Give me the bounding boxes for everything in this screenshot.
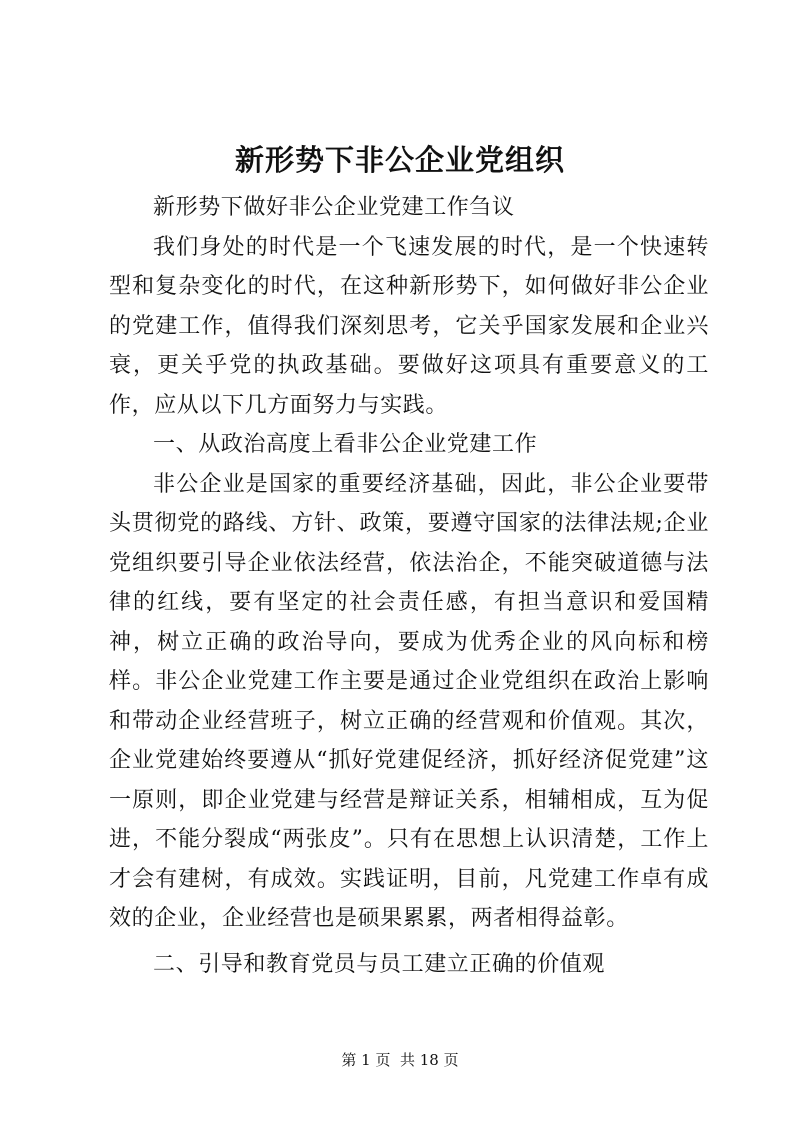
section-heading-2: 二、引导和教育党员与员工建立正确的价值观	[153, 951, 606, 977]
section-heading-1: 一、从政治高度上看非公企业党建工作	[153, 432, 538, 457]
subtitle-paragraph: 新形势下做好非公企业党建工作刍议	[153, 195, 515, 220]
document-body	[109, 188, 709, 984]
intro-paragraph: 我们身处的时代是一个飞速发展的时代，是一个快速转型和复杂变化的时代，在这种新形势下，如何做好非公企业的党建工作，值得我们深刻思考，它关乎国家发展和企业兴衰，更关乎党的执政基础。要做好这项具有重要意义的工作，应从以下几方面努力与实践。	[109, 234, 709, 418]
page-number: 第 1 页 共 18 页	[341, 1051, 459, 1069]
document-title: 新形势下非公企业党组织	[234, 143, 565, 177]
section-1-paragraph: 非公企业是国家的重要经济基础，因此，非公企业要带头贯彻党的路线、方针、政策，要遵守国家的法律法规;企业党组织要引导企业依法经营，依法治企，不能突破道德与法律的红线，要有坚定的社会责任感，有担当意识和爱国精神，树立正确的政治导向，要成为优秀企业的风向标和榜样。非公企业党建工作主要是通过企业党组织在政治上影响和带动企业经营班子，树立正确的经营观和价值观。其次，企业党建始终要遵从“抓好党建促经济，抓好经济促党建”这一原则，即企业党建与经营是辩证关系，相辅相成，互为促进，不能分裂成“两张皮”。只有在思想上认识清楚，工作上才会有建树，有成效。实践证明，目前，凡党建工作卓有成效的企业，企业经营也是硕果累累，两者相得益彰。	[109, 471, 709, 931]
